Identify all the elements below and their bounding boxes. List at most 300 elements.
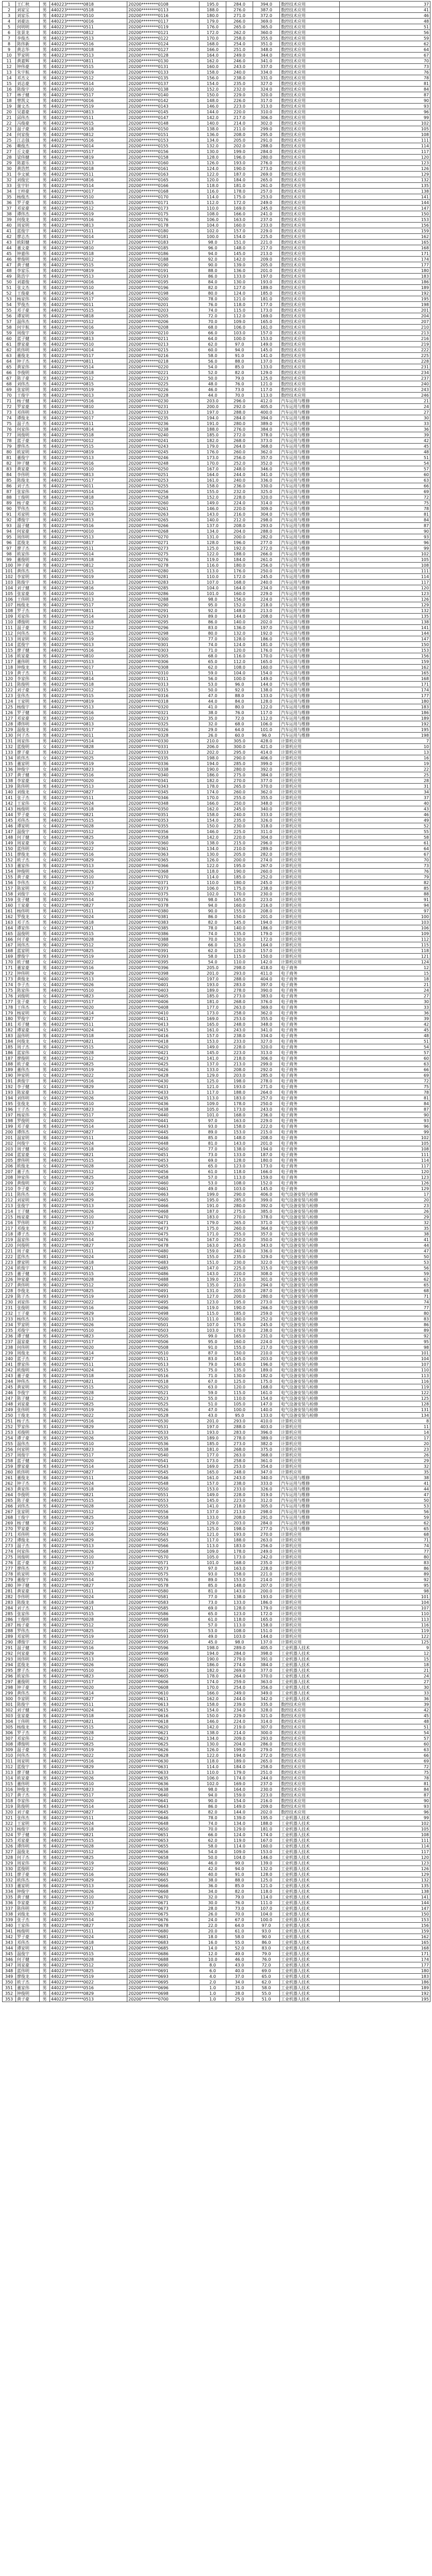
id-number-cell: 440223********0026: [50, 1775, 127, 1781]
total-cell: 396.0: [253, 1430, 280, 1435]
score1-cell: 89.0: [200, 1129, 226, 1135]
name-cell: 蓝俊宇: [16, 1764, 40, 1770]
rank-cell: 102: [340, 1821, 430, 1826]
major-cell: 电气设备安装与检修: [280, 1243, 340, 1248]
score2-cell: 168.0: [226, 1560, 253, 1566]
table-row: [3, 370, 430, 376]
gender-cell: 女: [40, 982, 50, 988]
table-row: [3, 886, 430, 891]
id-number-cell: 440223********0827: [50, 789, 127, 795]
score2-cell: 185.0: [226, 1311, 253, 1316]
gender-cell: 男: [40, 1452, 50, 1458]
table-row: [3, 744, 430, 750]
score2-cell: 253.0: [226, 1016, 253, 1022]
name-cell: 钟子杰: [16, 359, 40, 364]
total-cell: 287.0: [253, 1288, 280, 1294]
name-cell: 欧俊龙: [16, 1163, 40, 1169]
major-cell: 工业机器人技术: [280, 1945, 340, 1951]
rank-cell: 56: [340, 30, 430, 36]
total-cell: 354.0: [253, 1464, 280, 1469]
major-cell: 汽车运用与维修: [280, 489, 340, 495]
rank-cell: 186: [340, 710, 430, 716]
total-cell: 172.0: [253, 1611, 280, 1617]
gender-cell: 男: [40, 183, 50, 189]
index-cell: 206: [3, 1163, 16, 1169]
exam-number-cell: 20200********0171: [127, 200, 200, 206]
id-number-cell: 440223********0022: [50, 1413, 127, 1418]
exam-number-cell: 20200********0310: [127, 670, 200, 676]
name-cell: 罗家豪: [16, 1526, 40, 1532]
gender-cell: 男: [40, 1651, 50, 1656]
total-cell: 319.0: [253, 1492, 280, 1498]
gender-cell: 男: [40, 1362, 50, 1367]
gender-cell: 男: [40, 721, 50, 727]
major-cell: 计算机应用: [280, 1532, 340, 1537]
major-cell: 计算机应用: [280, 931, 340, 937]
total-cell: 418.0: [253, 965, 280, 971]
total-cell: 97.0: [253, 1923, 280, 1928]
id-number-cell: 440223********0516: [50, 852, 127, 857]
index-cell: 19: [3, 104, 16, 109]
index-cell: 302: [3, 1707, 16, 1713]
rank-cell: 122: [340, 1634, 430, 1639]
score2-cell: 85.0: [226, 364, 253, 370]
score2-cell: 178.0: [226, 189, 253, 194]
score2-cell: 220.0: [226, 1271, 253, 1277]
table-row: [3, 364, 430, 370]
score2-cell: 184.0: [226, 177, 253, 183]
rank-cell: 120: [340, 1169, 430, 1175]
rank-cell: 29: [340, 1214, 430, 1220]
gender-cell: 男: [40, 602, 50, 608]
name-cell: 杨俊明: [16, 806, 40, 812]
total-cell: 170.0: [253, 653, 280, 659]
score2-cell: 254.0: [226, 1685, 253, 1690]
name-cell: 刘俊龙: [16, 1911, 40, 1917]
score1-cell: 98.0: [200, 897, 226, 903]
major-cell: 汽车运用与维修: [280, 1492, 340, 1498]
table-row: [3, 1843, 430, 1849]
rank-cell: 82: [340, 880, 430, 886]
score2-cell: 280.0: [226, 1203, 253, 1209]
rank-cell: 51: [340, 455, 430, 461]
score1-cell: 151.0: [200, 1260, 226, 1265]
index-cell: 240: [3, 1356, 16, 1362]
gender-cell: 女: [40, 971, 50, 976]
id-number-cell: 440223********0816: [50, 585, 127, 591]
exam-number-cell: 20200********0676: [127, 1917, 200, 1923]
major-cell: 汽车运用与维修: [280, 455, 340, 461]
id-number-cell: 440223********0514: [50, 738, 127, 744]
index-cell: 192: [3, 1084, 16, 1090]
total-cell: 160.0: [253, 1843, 280, 1849]
exam-number-cell: 20200********0446: [127, 1135, 200, 1141]
name-cell: 李俊明: [16, 370, 40, 376]
major-cell: 计算机应用: [280, 880, 340, 886]
total-cell: 337.0: [253, 64, 280, 70]
score2-cell: 220.0: [226, 506, 253, 512]
score1-cell: 137.0: [200, 1061, 226, 1067]
table-row: [3, 591, 430, 597]
id-number-cell: 440223********0513: [50, 410, 127, 415]
total-cell: 90.0: [253, 1934, 280, 1940]
score1-cell: 171.0: [200, 1231, 226, 1237]
score2-cell: 119.0: [226, 1838, 253, 1843]
table-row: [3, 1044, 430, 1050]
score2-cell: 139.0: [226, 262, 253, 268]
table-row: [3, 693, 430, 699]
score1-cell: 150.0: [200, 1713, 226, 1719]
score2-cell: 163.0: [226, 217, 253, 223]
index-cell: 258: [3, 1458, 16, 1464]
rank-cell: 87: [340, 1107, 430, 1112]
gender-cell: 男: [40, 387, 50, 393]
major-cell: 数控技术应用: [280, 387, 340, 393]
score2-cell: 198.0: [226, 1526, 253, 1532]
gender-cell: 女: [40, 1016, 50, 1022]
total-cell: 392.0: [253, 1203, 280, 1209]
score2-cell: 120.0: [226, 648, 253, 653]
score1-cell: 161.0: [200, 478, 226, 483]
exam-number-cell: 20200********0413: [127, 1022, 200, 1027]
index-cell: 121: [3, 682, 16, 687]
exam-number-cell: 20200********0260: [127, 500, 200, 506]
name-cell: 邓俊宇: [16, 1328, 40, 1333]
rank-cell: 21: [340, 1668, 430, 1673]
index-cell: 225: [3, 1271, 16, 1277]
table-row: [3, 404, 430, 410]
score2-cell: 218.0: [226, 1056, 253, 1061]
table-row: [3, 914, 430, 920]
index-cell: 128: [3, 721, 16, 727]
id-number-cell: 440223********0518: [50, 806, 127, 812]
name-cell: 谭伟杰: [16, 211, 40, 217]
gender-cell: 女: [40, 891, 50, 897]
name-cell: 黄志华: [16, 47, 40, 53]
id-number-cell: 440223********0821: [50, 1605, 127, 1611]
gender-cell: 男: [40, 421, 50, 427]
score2-cell: 250.0: [226, 801, 253, 806]
id-number-cell: 440223********0510: [50, 1781, 127, 1787]
major-cell: 数控技术应用: [280, 1719, 340, 1724]
index-cell: 182: [3, 1027, 16, 1033]
name-cell: 邓伟明: [16, 410, 40, 415]
total-cell: 186.0: [253, 925, 280, 931]
name-cell: 黄伟明: [16, 1282, 40, 1288]
id-number-cell: 440223********0827: [50, 903, 127, 908]
index-cell: 232: [3, 1311, 16, 1316]
major-cell: 汽车运用与维修: [280, 597, 340, 602]
rank-cell: 56: [340, 1509, 430, 1515]
name-cell: 周家伟: [16, 1860, 40, 1866]
table-row: [3, 206, 430, 211]
gender-cell: 男: [40, 931, 50, 937]
id-number-cell: 440223********0515: [50, 1044, 127, 1050]
total-cell: 209.0: [253, 257, 280, 262]
name-cell: 刘家伟: [16, 1299, 40, 1305]
major-cell: 计算机应用: [280, 897, 340, 903]
name-cell: 谭伟杰: [16, 1129, 40, 1135]
score1-cell: 158.0: [200, 1702, 226, 1707]
total-cell: 174.0: [253, 1832, 280, 1838]
major-cell: 工业机器人技术: [280, 1883, 340, 1889]
exam-number-cell: 20200********0325: [127, 721, 200, 727]
id-number-cell: 440223********0028: [50, 1390, 127, 1396]
id-number-cell: 440223********0519: [50, 1180, 127, 1186]
table-row: [3, 789, 430, 795]
name-cell: 董家明: [16, 761, 40, 767]
total-cell: 149.0: [253, 342, 280, 347]
table-row: [3, 1622, 430, 1628]
major-cell: 计算机应用: [280, 835, 340, 840]
total-cell: 142.0: [253, 959, 280, 965]
index-cell: 255: [3, 1441, 16, 1447]
table-row: [3, 710, 430, 716]
exam-number-cell: 20200********0251: [127, 472, 200, 478]
total-cell: 312.0: [253, 1498, 280, 1503]
table-row: [3, 342, 430, 347]
id-number-cell: 440223********0017: [50, 189, 127, 194]
id-number-cell: 440223********0512: [50, 206, 127, 211]
gender-cell: 男: [40, 682, 50, 687]
rank-cell: 174: [340, 1957, 430, 1962]
total-cell: 165.0: [253, 319, 280, 325]
major-cell: 计算机应用: [280, 767, 340, 772]
score2-cell: 70.0: [226, 393, 253, 398]
score1-cell: 96.0: [200, 245, 226, 251]
rank-cell: 102: [340, 1135, 430, 1141]
table-row: [3, 1594, 430, 1600]
score2-cell: 130.0: [226, 937, 253, 942]
total-cell: 363.0: [253, 1679, 280, 1685]
major-cell: 汽车运用与维修: [280, 614, 340, 619]
table-row: [3, 1277, 430, 1282]
exam-number-cell: 20200********0521: [127, 1390, 200, 1396]
exam-number-cell: 20200********0135: [127, 75, 200, 81]
score2-cell: 104.0: [226, 670, 253, 676]
index-cell: 167: [3, 942, 16, 948]
total-cell: 341.0: [253, 58, 280, 64]
total-cell: 221.0: [253, 1571, 280, 1577]
id-number-cell: 440223********0825: [50, 1401, 127, 1407]
exam-number-cell: 20200********0230: [127, 398, 200, 404]
gender-cell: 男: [40, 1838, 50, 1843]
rank-cell: 108: [340, 1832, 430, 1838]
score2-cell: 293.0: [226, 1418, 253, 1424]
rank-cell: 42: [340, 1022, 430, 1027]
gender-cell: 女: [40, 1039, 50, 1044]
rank-cell: 117: [340, 580, 430, 585]
major-cell: 电子商务: [280, 1056, 340, 1061]
score2-cell: 163.0: [226, 1566, 253, 1571]
rank-cell: 59: [340, 1271, 430, 1277]
id-number-cell: 440223********0515: [50, 444, 127, 449]
score2-cell: 68.0: [226, 721, 253, 727]
total-cell: 343.0: [253, 1243, 280, 1248]
rank-cell: 162: [340, 665, 430, 670]
table-row: [3, 1226, 430, 1231]
id-number-cell: 440223********0823: [50, 1673, 127, 1679]
rank-cell: 109: [340, 931, 430, 937]
id-number-cell: 440223********0821: [50, 1152, 127, 1158]
id-number-cell: 440223********0024: [50, 1934, 127, 1940]
table-row: [3, 1764, 430, 1770]
id-number-cell: 440223********0020: [50, 778, 127, 784]
rank-cell: 49: [340, 818, 430, 823]
id-number-cell: 440223********0516: [50, 1418, 127, 1424]
exam-number-cell: 20200********0445: [127, 1129, 200, 1135]
major-cell: 电气设备安装与检修: [280, 1203, 340, 1209]
table-row: [3, 1866, 430, 1872]
exam-number-cell: 20200********0406: [127, 999, 200, 1005]
rank-cell: 159: [340, 1928, 430, 1934]
major-cell: 工业机器人技术: [280, 1894, 340, 1900]
name-cell: 蓝子健: [16, 1458, 40, 1464]
total-cell: 327.0: [253, 1039, 280, 1044]
major-cell: 电子商务: [280, 1005, 340, 1010]
score2-cell: 208.0: [226, 1515, 253, 1520]
exam-number-cell: 20200********0686: [127, 1951, 200, 1957]
table-row: [3, 971, 430, 976]
exam-number-cell: 20200********0661: [127, 1866, 200, 1872]
total-cell: 205.0: [253, 262, 280, 268]
name-cell: 谭伟明: [16, 1843, 40, 1849]
major-cell: 汽车运用与维修: [280, 1475, 340, 1481]
total-cell: 331.0: [253, 75, 280, 81]
table-row: [3, 1696, 430, 1702]
rank-cell: 225: [340, 353, 430, 359]
gender-cell: 男: [40, 1855, 50, 1860]
index-cell: 23: [3, 126, 16, 132]
table-row: [3, 880, 430, 886]
total-cell: 201.0: [253, 1141, 280, 1146]
gender-cell: 女: [40, 1152, 50, 1158]
score2-cell: 109.0: [226, 1849, 253, 1855]
score1-cell: 117.0: [200, 1537, 226, 1543]
major-cell: 计算机应用: [280, 914, 340, 920]
gender-cell: 女: [40, 914, 50, 920]
major-cell: 汽车运用与维修: [280, 727, 340, 733]
name-cell: 蓝子豪: [16, 1560, 40, 1566]
table-row: [3, 568, 430, 574]
score1-cell: 89.0: [200, 1577, 226, 1583]
score1-cell: 174.0: [200, 1679, 226, 1685]
total-cell: 372.0: [253, 13, 280, 19]
score1-cell: 54.0: [200, 1849, 226, 1855]
gender-cell: 女: [40, 789, 50, 795]
gender-cell: 男: [40, 665, 50, 670]
major-cell: 电子商务: [280, 1112, 340, 1118]
gender-cell: 男: [40, 772, 50, 778]
total-cell: 201.0: [253, 914, 280, 920]
score1-cell: 93.0: [200, 1571, 226, 1577]
total-cell: 117.0: [253, 710, 280, 716]
total-cell: 197.0: [253, 274, 280, 279]
score2-cell: 155.0: [226, 1345, 253, 1350]
score2-cell: 144.0: [226, 1809, 253, 1815]
score1-cell: 130.0: [200, 149, 226, 155]
table-row: [3, 58, 430, 64]
score1-cell: 140.0: [200, 517, 226, 523]
name-cell: 蓝子健: [16, 336, 40, 342]
major-cell: 电气设备安装与检修: [280, 1379, 340, 1384]
index-cell: 174: [3, 982, 16, 988]
id-number-cell: 440223********0016: [50, 461, 127, 466]
index-cell: 264: [3, 1492, 16, 1498]
name-cell: 曾俊明: [16, 257, 40, 262]
exam-number-cell: 20200********0181: [127, 234, 200, 240]
total-cell: 223.0: [253, 897, 280, 903]
exam-number-cell: 20200********0593: [127, 1634, 200, 1639]
score2-cell: 100.0: [226, 1407, 253, 1413]
major-cell: 汽车运用与维修: [280, 682, 340, 687]
major-cell: 电气设备安装与检修: [280, 1396, 340, 1401]
score1-cell: 126.0: [200, 160, 226, 166]
major-cell: 计算机应用: [280, 801, 340, 806]
table-row: [3, 982, 430, 988]
total-cell: 348.0: [253, 801, 280, 806]
gender-cell: 男: [40, 1843, 50, 1849]
table-row: [3, 1605, 430, 1611]
score2-cell: 252.0: [226, 461, 253, 466]
major-cell: 汽车运用与维修: [280, 1481, 340, 1486]
name-cell: 陈家豪: [16, 1090, 40, 1095]
score2-cell: 145.0: [226, 920, 253, 925]
id-number-cell: 440223********0518: [50, 1260, 127, 1265]
score1-cell: 32.0: [200, 1894, 226, 1900]
score1-cell: 86.0: [200, 914, 226, 920]
major-cell: 汽车运用与维修: [280, 404, 340, 410]
table-row: [3, 13, 430, 19]
major-cell: 计算机应用: [280, 1430, 340, 1435]
table-row: [3, 1243, 430, 1248]
table-row: [3, 70, 430, 75]
rank-cell: 108: [340, 1146, 430, 1152]
score2-cell: 265.0: [226, 784, 253, 789]
name-cell: 谭伟明: [16, 721, 40, 727]
rank-cell: 98: [340, 1588, 430, 1594]
table-row: [3, 1424, 430, 1430]
rank-cell: 186: [340, 279, 430, 285]
score2-cell: 61.0: [226, 1928, 253, 1934]
exam-number-cell: 20200********0418: [127, 1039, 200, 1044]
id-number-cell: 440223********0511: [50, 1928, 127, 1934]
id-number-cell: 440223********0024: [50, 1141, 127, 1146]
id-number-cell: 440223********0829: [50, 1084, 127, 1090]
gender-cell: 男: [40, 1197, 50, 1203]
score2-cell: 255.0: [226, 795, 253, 801]
table-row: [3, 795, 430, 801]
rank-cell: 79: [340, 874, 430, 880]
index-cell: 334: [3, 1889, 16, 1894]
rank-cell: 19: [340, 761, 430, 767]
name-cell: 张家伟: [16, 489, 40, 495]
name-cell: 陈俊宇: [16, 580, 40, 585]
total-cell: 153.0: [253, 1849, 280, 1855]
major-cell: 数控技术应用: [280, 319, 340, 325]
major-cell: 计算机应用: [280, 1458, 340, 1464]
id-number-cell: 440223********0813: [50, 336, 127, 342]
rank-cell: 117: [340, 1849, 430, 1855]
total-cell: 153.0: [253, 336, 280, 342]
gender-cell: 男: [40, 676, 50, 682]
major-cell: 数控技术应用: [280, 262, 340, 268]
exam-number-cell: 20200********0142: [127, 98, 200, 104]
id-number-cell: 440223********0829: [50, 857, 127, 863]
index-cell: 149: [3, 840, 16, 846]
index-cell: 216: [3, 1220, 16, 1226]
score2-cell: 284.0: [226, 1651, 253, 1656]
